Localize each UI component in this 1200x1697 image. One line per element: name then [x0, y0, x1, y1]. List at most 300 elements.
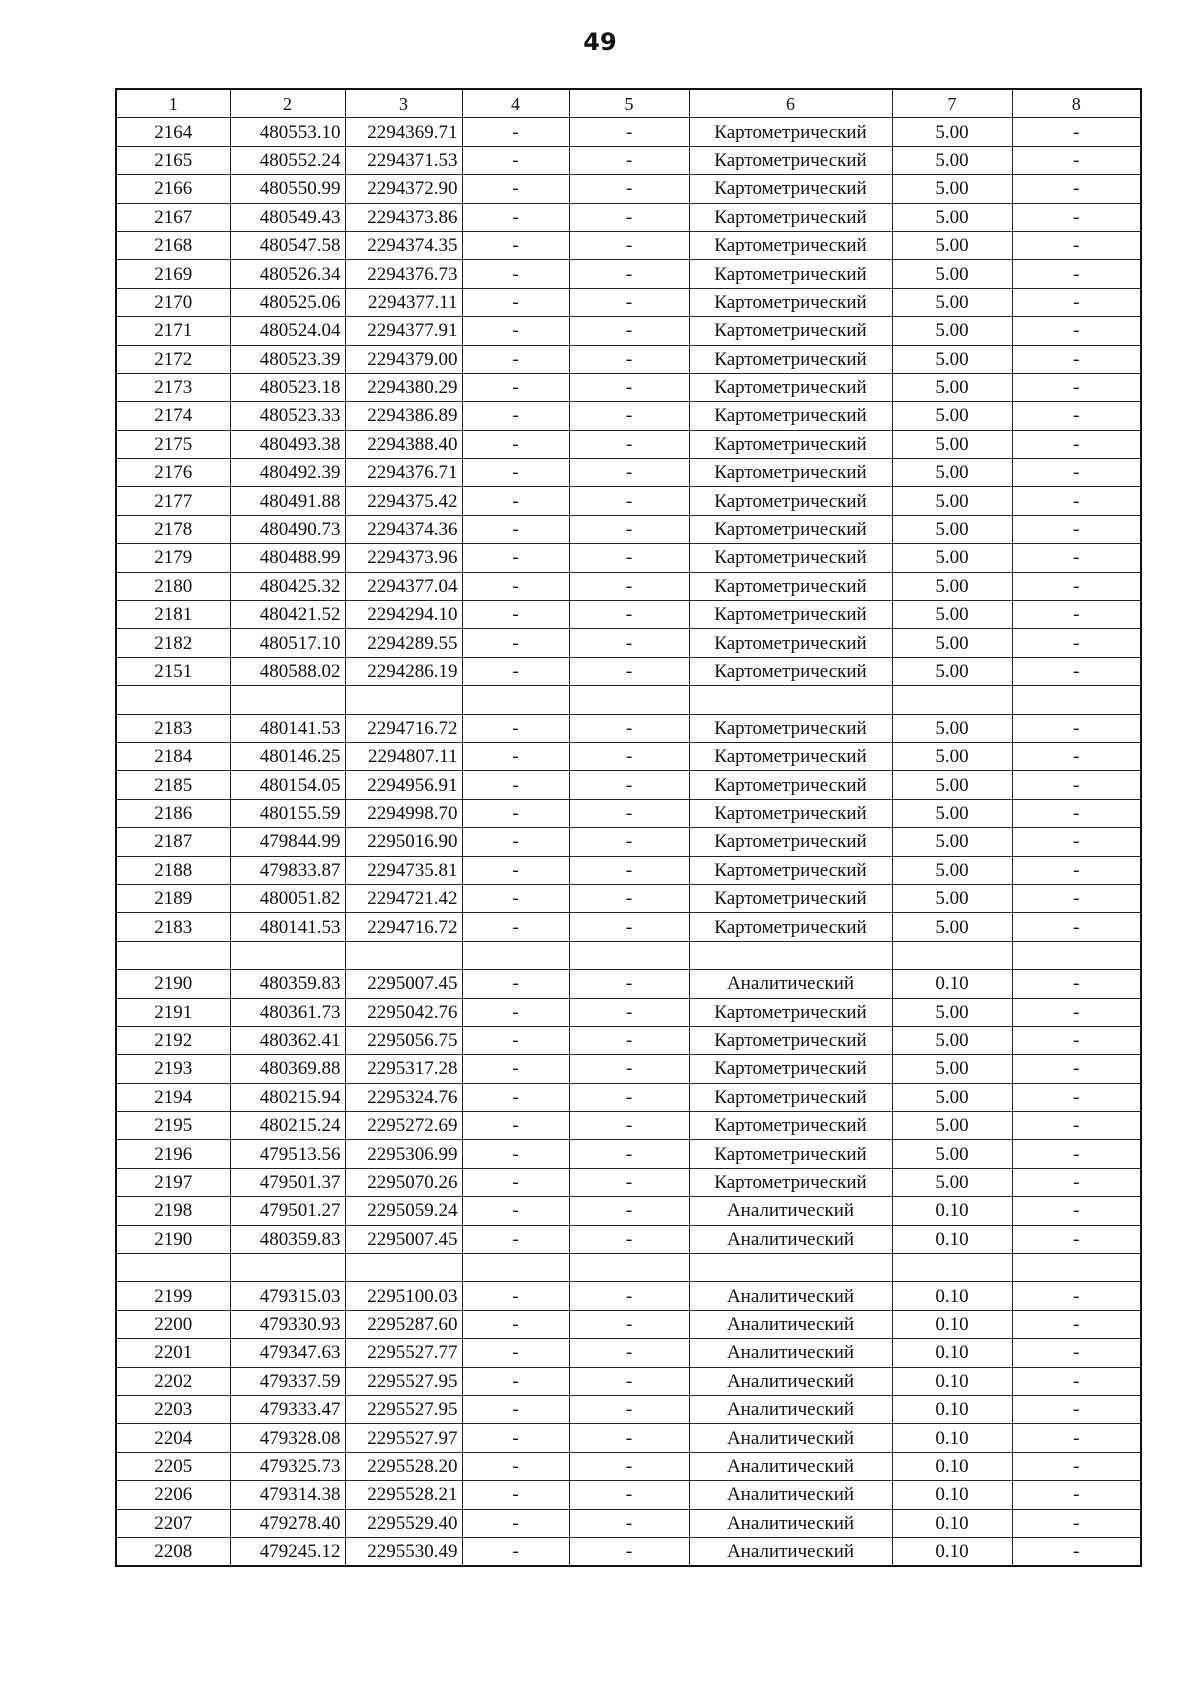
- cell-accuracy: 5.00: [892, 1083, 1012, 1111]
- table-header: [116, 89, 1141, 118]
- cell-col-5: -: [569, 1112, 689, 1140]
- cell-x-coordinate: 480492.39: [230, 459, 345, 487]
- cell-point-number: 2173: [116, 373, 230, 401]
- cell-y-coordinate: 2294369.71: [345, 118, 462, 146]
- cell-point-number: 2190: [116, 970, 230, 998]
- cell-point-number: 2181: [116, 601, 230, 629]
- cell-point-number: 2174: [116, 402, 230, 430]
- cell-method: Картометрический: [689, 998, 892, 1026]
- cell-accuracy: 5.00: [892, 402, 1012, 430]
- table-body: [116, 118, 1141, 1566]
- cell-point-number: 2188: [116, 856, 230, 884]
- table-row: [116, 1310, 1141, 1338]
- cell-accuracy: 5.00: [892, 572, 1012, 600]
- cell-x-coordinate: 480490.73: [230, 515, 345, 543]
- column-header-1: 1: [116, 89, 230, 118]
- cell-accuracy: 5.00: [892, 1055, 1012, 1083]
- cell-method: Картометрический: [689, 1112, 892, 1140]
- table-row: [116, 799, 1141, 827]
- cell-col-4: -: [462, 1452, 569, 1480]
- cell-col-5: -: [569, 317, 689, 345]
- cell-point-number: 2175: [116, 430, 230, 458]
- cell-method: [689, 941, 892, 969]
- cell-point-number: 2207: [116, 1509, 230, 1537]
- table-row: [116, 231, 1141, 259]
- cell-col-5: -: [569, 1055, 689, 1083]
- cell-col-5: -: [569, 629, 689, 657]
- cell-col-4: [462, 941, 569, 969]
- cell-x-coordinate: 480491.88: [230, 487, 345, 515]
- cell-x-coordinate: 480523.39: [230, 345, 345, 373]
- cell-method: [689, 686, 892, 714]
- cell-col-5: -: [569, 1339, 689, 1367]
- cell-y-coordinate: 2294375.42: [345, 487, 462, 515]
- table-row: [116, 998, 1141, 1026]
- cell-y-coordinate: 2294376.73: [345, 260, 462, 288]
- cell-col-5: -: [569, 742, 689, 770]
- cell-point-number: 2172: [116, 345, 230, 373]
- cell-col-5: -: [569, 1395, 689, 1423]
- cell-col-5: -: [569, 544, 689, 572]
- cell-method: Картометрический: [689, 856, 892, 884]
- cell-col-4: -: [462, 1367, 569, 1395]
- cell-x-coordinate: 480550.99: [230, 175, 345, 203]
- cell-point-number: 2177: [116, 487, 230, 515]
- cell-accuracy: [892, 1254, 1012, 1282]
- cell-col-5: -: [569, 1140, 689, 1168]
- cell-col-4: -: [462, 771, 569, 799]
- cell-x-coordinate: 480493.38: [230, 430, 345, 458]
- cell-col-8: -: [1012, 544, 1141, 572]
- cell-point-number: 2179: [116, 544, 230, 572]
- cell-col-4: -: [462, 572, 569, 600]
- cell-col-8: -: [1012, 1112, 1141, 1140]
- cell-col-5: -: [569, 601, 689, 629]
- cell-method: Аналитический: [689, 1367, 892, 1395]
- cell-col-4: -: [462, 1197, 569, 1225]
- cell-x-coordinate: 479337.59: [230, 1367, 345, 1395]
- table-row: [116, 657, 1141, 685]
- cell-accuracy: 0.10: [892, 1367, 1012, 1395]
- cell-method: Картометрический: [689, 260, 892, 288]
- cell-method: Аналитический: [689, 1310, 892, 1338]
- cell-point-number: 2208: [116, 1537, 230, 1566]
- cell-point-number: 2184: [116, 742, 230, 770]
- table-row: [116, 288, 1141, 316]
- cell-x-coordinate: 480553.10: [230, 118, 345, 146]
- cell-y-coordinate: 2295527.95: [345, 1395, 462, 1423]
- cell-point-number: [116, 941, 230, 969]
- cell-col-8: -: [1012, 970, 1141, 998]
- cell-y-coordinate: 2294380.29: [345, 373, 462, 401]
- cell-accuracy: 0.10: [892, 1452, 1012, 1480]
- cell-x-coordinate: 480523.33: [230, 402, 345, 430]
- cell-x-coordinate: 480215.24: [230, 1112, 345, 1140]
- cell-col-4: -: [462, 1225, 569, 1253]
- cell-point-number: 2167: [116, 203, 230, 231]
- cell-method: Картометрический: [689, 742, 892, 770]
- cell-point-number: 2205: [116, 1452, 230, 1480]
- cell-col-8: -: [1012, 572, 1141, 600]
- table-row: [116, 1395, 1141, 1423]
- cell-point-number: 2201: [116, 1339, 230, 1367]
- cell-point-number: 2169: [116, 260, 230, 288]
- cell-col-8: -: [1012, 231, 1141, 259]
- cell-point-number: 2183: [116, 913, 230, 941]
- table-row: [116, 544, 1141, 572]
- cell-y-coordinate: 2295016.90: [345, 828, 462, 856]
- cell-col-4: -: [462, 1083, 569, 1111]
- cell-col-5: -: [569, 1424, 689, 1452]
- table-row: [116, 487, 1141, 515]
- cell-col-5: -: [569, 373, 689, 401]
- cell-col-8: -: [1012, 1197, 1141, 1225]
- cell-col-4: -: [462, 714, 569, 742]
- cell-method: Аналитический: [689, 1481, 892, 1509]
- cell-x-coordinate: 480588.02: [230, 657, 345, 685]
- cell-y-coordinate: 2294373.86: [345, 203, 462, 231]
- cell-col-5: -: [569, 1367, 689, 1395]
- cell-col-8: -: [1012, 629, 1141, 657]
- cell-x-coordinate: 480524.04: [230, 317, 345, 345]
- cell-accuracy: 0.10: [892, 1282, 1012, 1310]
- cell-point-number: 2180: [116, 572, 230, 600]
- cell-x-coordinate: 480369.88: [230, 1055, 345, 1083]
- cell-method: Картометрический: [689, 317, 892, 345]
- cell-accuracy: 5.00: [892, 629, 1012, 657]
- page-number: 49: [583, 28, 617, 56]
- cell-x-coordinate: 480359.83: [230, 1225, 345, 1253]
- cell-y-coordinate: 2294735.81: [345, 856, 462, 884]
- cell-col-8: -: [1012, 1225, 1141, 1253]
- cell-col-8: -: [1012, 601, 1141, 629]
- cell-method: Картометрический: [689, 771, 892, 799]
- cell-col-4: -: [462, 828, 569, 856]
- cell-y-coordinate: [345, 941, 462, 969]
- table-row: [116, 317, 1141, 345]
- cell-col-5: -: [569, 1452, 689, 1480]
- cell-accuracy: 5.00: [892, 1168, 1012, 1196]
- cell-method: Картометрический: [689, 913, 892, 941]
- cell-y-coordinate: 2294386.89: [345, 402, 462, 430]
- cell-col-4: -: [462, 601, 569, 629]
- table-row: [116, 402, 1141, 430]
- cell-accuracy: 5.00: [892, 771, 1012, 799]
- table-row: [116, 714, 1141, 742]
- cell-col-4: [462, 1254, 569, 1282]
- cell-col-8: -: [1012, 203, 1141, 231]
- cell-accuracy: 5.00: [892, 373, 1012, 401]
- cell-y-coordinate: [345, 686, 462, 714]
- table-row: [116, 203, 1141, 231]
- cell-col-8: -: [1012, 1282, 1141, 1310]
- cell-method: Картометрический: [689, 884, 892, 912]
- cell-col-5: -: [569, 515, 689, 543]
- cell-x-coordinate: 480359.83: [230, 970, 345, 998]
- cell-accuracy: 5.00: [892, 1140, 1012, 1168]
- cell-col-8: -: [1012, 1481, 1141, 1509]
- cell-accuracy: 5.00: [892, 515, 1012, 543]
- cell-y-coordinate: 2294373.96: [345, 544, 462, 572]
- cell-col-8: [1012, 941, 1141, 969]
- cell-method: Аналитический: [689, 1197, 892, 1225]
- table-row: [116, 828, 1141, 856]
- cell-y-coordinate: 2294716.72: [345, 714, 462, 742]
- table-row: [116, 1452, 1141, 1480]
- cell-accuracy: 5.00: [892, 203, 1012, 231]
- cell-x-coordinate: 480141.53: [230, 913, 345, 941]
- cell-x-coordinate: 480552.24: [230, 146, 345, 174]
- cell-col-8: -: [1012, 1509, 1141, 1537]
- cell-y-coordinate: 2294286.19: [345, 657, 462, 685]
- cell-accuracy: 5.00: [892, 856, 1012, 884]
- cell-method: Картометрический: [689, 146, 892, 174]
- cell-x-coordinate: 479328.08: [230, 1424, 345, 1452]
- table-row: [116, 1055, 1141, 1083]
- table-row: [116, 601, 1141, 629]
- cell-y-coordinate: 2295100.03: [345, 1282, 462, 1310]
- cell-x-coordinate: 480525.06: [230, 288, 345, 316]
- cell-point-number: 2202: [116, 1367, 230, 1395]
- cell-col-4: -: [462, 260, 569, 288]
- cell-col-5: -: [569, 771, 689, 799]
- cell-y-coordinate: 2295287.60: [345, 1310, 462, 1338]
- separator-row: [116, 1254, 1141, 1282]
- cell-accuracy: 5.00: [892, 913, 1012, 941]
- cell-method: Картометрический: [689, 515, 892, 543]
- table-row: [116, 1197, 1141, 1225]
- table-row: [116, 1026, 1141, 1054]
- cell-col-4: -: [462, 884, 569, 912]
- cell-col-5: -: [569, 345, 689, 373]
- cell-accuracy: 0.10: [892, 1481, 1012, 1509]
- cell-accuracy: 5.00: [892, 175, 1012, 203]
- cell-point-number: 2193: [116, 1055, 230, 1083]
- table-row: [116, 175, 1141, 203]
- cell-accuracy: 5.00: [892, 544, 1012, 572]
- cell-y-coordinate: 2294721.42: [345, 884, 462, 912]
- column-header-3: 3: [345, 89, 462, 118]
- cell-col-5: -: [569, 459, 689, 487]
- cell-method: Картометрический: [689, 544, 892, 572]
- table-row: [116, 1282, 1141, 1310]
- cell-col-5: -: [569, 260, 689, 288]
- cell-x-coordinate: 479844.99: [230, 828, 345, 856]
- cell-point-number: 2165: [116, 146, 230, 174]
- cell-col-5: -: [569, 1282, 689, 1310]
- cell-accuracy: 5.00: [892, 317, 1012, 345]
- cell-col-8: -: [1012, 1537, 1141, 1566]
- cell-y-coordinate: 2294294.10: [345, 601, 462, 629]
- cell-col-8: -: [1012, 515, 1141, 543]
- separator-row: [116, 941, 1141, 969]
- cell-y-coordinate: 2295042.76: [345, 998, 462, 1026]
- cell-accuracy: [892, 686, 1012, 714]
- cell-col-8: -: [1012, 1168, 1141, 1196]
- cell-y-coordinate: 2295056.75: [345, 1026, 462, 1054]
- cell-x-coordinate: 480421.52: [230, 601, 345, 629]
- cell-x-coordinate: 480146.25: [230, 742, 345, 770]
- cell-method: Картометрический: [689, 430, 892, 458]
- cell-x-coordinate: 480488.99: [230, 544, 345, 572]
- cell-y-coordinate: 2294376.71: [345, 459, 462, 487]
- cell-accuracy: 5.00: [892, 1112, 1012, 1140]
- cell-col-5: -: [569, 572, 689, 600]
- cell-col-4: -: [462, 1310, 569, 1338]
- cell-accuracy: 5.00: [892, 799, 1012, 827]
- table-row: [116, 459, 1141, 487]
- table-row: [116, 1339, 1141, 1367]
- cell-col-8: -: [1012, 913, 1141, 941]
- cell-col-4: -: [462, 146, 569, 174]
- cell-point-number: 2164: [116, 118, 230, 146]
- cell-x-coordinate: 480051.82: [230, 884, 345, 912]
- cell-col-8: -: [1012, 856, 1141, 884]
- cell-col-5: -: [569, 856, 689, 884]
- cell-col-4: -: [462, 288, 569, 316]
- cell-point-number: 2168: [116, 231, 230, 259]
- cell-accuracy: 5.00: [892, 884, 1012, 912]
- cell-col-5: -: [569, 402, 689, 430]
- cell-col-5: -: [569, 1197, 689, 1225]
- cell-col-4: -: [462, 544, 569, 572]
- cell-col-5: -: [569, 970, 689, 998]
- cell-accuracy: 5.00: [892, 828, 1012, 856]
- cell-col-5: -: [569, 118, 689, 146]
- cell-y-coordinate: 2294371.53: [345, 146, 462, 174]
- cell-y-coordinate: 2295007.45: [345, 970, 462, 998]
- cell-col-5: -: [569, 1509, 689, 1537]
- coordinates-table: [115, 88, 1142, 1567]
- cell-y-coordinate: 2295527.97: [345, 1424, 462, 1452]
- cell-col-5: [569, 1254, 689, 1282]
- cell-y-coordinate: 2294377.04: [345, 572, 462, 600]
- cell-point-number: 2151: [116, 657, 230, 685]
- cell-y-coordinate: 2295317.28: [345, 1055, 462, 1083]
- cell-x-coordinate: 479501.37: [230, 1168, 345, 1196]
- cell-col-4: -: [462, 970, 569, 998]
- cell-method: Картометрический: [689, 601, 892, 629]
- table-row: [116, 1367, 1141, 1395]
- table-row: [116, 970, 1141, 998]
- cell-col-5: -: [569, 1225, 689, 1253]
- cell-method: Аналитический: [689, 1395, 892, 1423]
- cell-point-number: 2195: [116, 1112, 230, 1140]
- cell-col-4: -: [462, 998, 569, 1026]
- cell-accuracy: 5.00: [892, 601, 1012, 629]
- column-header-2: 2: [230, 89, 345, 118]
- cell-y-coordinate: 2295528.21: [345, 1481, 462, 1509]
- cell-x-coordinate: 480526.34: [230, 260, 345, 288]
- cell-y-coordinate: 2295272.69: [345, 1112, 462, 1140]
- cell-y-coordinate: 2295527.77: [345, 1339, 462, 1367]
- cell-col-8: -: [1012, 1310, 1141, 1338]
- table-row: [116, 1168, 1141, 1196]
- cell-accuracy: 5.00: [892, 742, 1012, 770]
- cell-method: Аналитический: [689, 970, 892, 998]
- cell-col-4: -: [462, 402, 569, 430]
- cell-col-5: -: [569, 146, 689, 174]
- cell-method: Картометрический: [689, 799, 892, 827]
- cell-col-4: -: [462, 1339, 569, 1367]
- cell-point-number: [116, 686, 230, 714]
- cell-method: Аналитический: [689, 1339, 892, 1367]
- cell-x-coordinate: 480549.43: [230, 203, 345, 231]
- cell-col-8: -: [1012, 1026, 1141, 1054]
- cell-method: Картометрический: [689, 402, 892, 430]
- cell-method: Аналитический: [689, 1424, 892, 1452]
- cell-col-5: -: [569, 884, 689, 912]
- cell-col-4: -: [462, 118, 569, 146]
- cell-method: Картометрический: [689, 459, 892, 487]
- cell-col-8: -: [1012, 742, 1141, 770]
- cell-accuracy: 5.00: [892, 118, 1012, 146]
- cell-col-8: -: [1012, 828, 1141, 856]
- cell-method: Картометрический: [689, 714, 892, 742]
- table-row: [116, 118, 1141, 146]
- cell-col-8: [1012, 1254, 1141, 1282]
- table-row: [116, 1225, 1141, 1253]
- table-row: [116, 1112, 1141, 1140]
- cell-accuracy: 5.00: [892, 459, 1012, 487]
- cell-col-5: -: [569, 913, 689, 941]
- cell-x-coordinate: 479833.87: [230, 856, 345, 884]
- cell-col-4: -: [462, 203, 569, 231]
- cell-accuracy: 0.10: [892, 1339, 1012, 1367]
- table-row: [116, 884, 1141, 912]
- cell-col-5: -: [569, 288, 689, 316]
- table-row: [116, 742, 1141, 770]
- column-header-6: 6: [689, 89, 892, 118]
- cell-point-number: 2183: [116, 714, 230, 742]
- cell-col-4: -: [462, 487, 569, 515]
- cell-col-5: -: [569, 657, 689, 685]
- cell-x-coordinate: 480155.59: [230, 799, 345, 827]
- cell-point-number: 2171: [116, 317, 230, 345]
- cell-x-coordinate: 480361.73: [230, 998, 345, 1026]
- cell-col-4: -: [462, 231, 569, 259]
- cell-method: Картометрический: [689, 373, 892, 401]
- cell-col-5: -: [569, 203, 689, 231]
- cell-col-4: -: [462, 459, 569, 487]
- cell-col-5: -: [569, 1310, 689, 1338]
- cell-x-coordinate: 480362.41: [230, 1026, 345, 1054]
- cell-col-8: -: [1012, 998, 1141, 1026]
- table-row: [116, 771, 1141, 799]
- cell-col-8: -: [1012, 1055, 1141, 1083]
- cell-col-8: -: [1012, 373, 1141, 401]
- cell-x-coordinate: [230, 941, 345, 969]
- table-row: [116, 572, 1141, 600]
- cell-method: Аналитический: [689, 1225, 892, 1253]
- cell-x-coordinate: 480215.94: [230, 1083, 345, 1111]
- cell-y-coordinate: 2295324.76: [345, 1083, 462, 1111]
- cell-point-number: 2198: [116, 1197, 230, 1225]
- cell-col-8: -: [1012, 345, 1141, 373]
- cell-col-4: -: [462, 1026, 569, 1054]
- table-row: [116, 1537, 1141, 1566]
- cell-point-number: [116, 1254, 230, 1282]
- cell-col-4: -: [462, 1424, 569, 1452]
- cell-x-coordinate: 479333.47: [230, 1395, 345, 1423]
- cell-point-number: 2192: [116, 1026, 230, 1054]
- cell-col-8: -: [1012, 1395, 1141, 1423]
- cell-col-8: [1012, 686, 1141, 714]
- cell-y-coordinate: 2295529.40: [345, 1509, 462, 1537]
- cell-y-coordinate: 2294377.11: [345, 288, 462, 316]
- cell-point-number: 2200: [116, 1310, 230, 1338]
- cell-accuracy: 5.00: [892, 714, 1012, 742]
